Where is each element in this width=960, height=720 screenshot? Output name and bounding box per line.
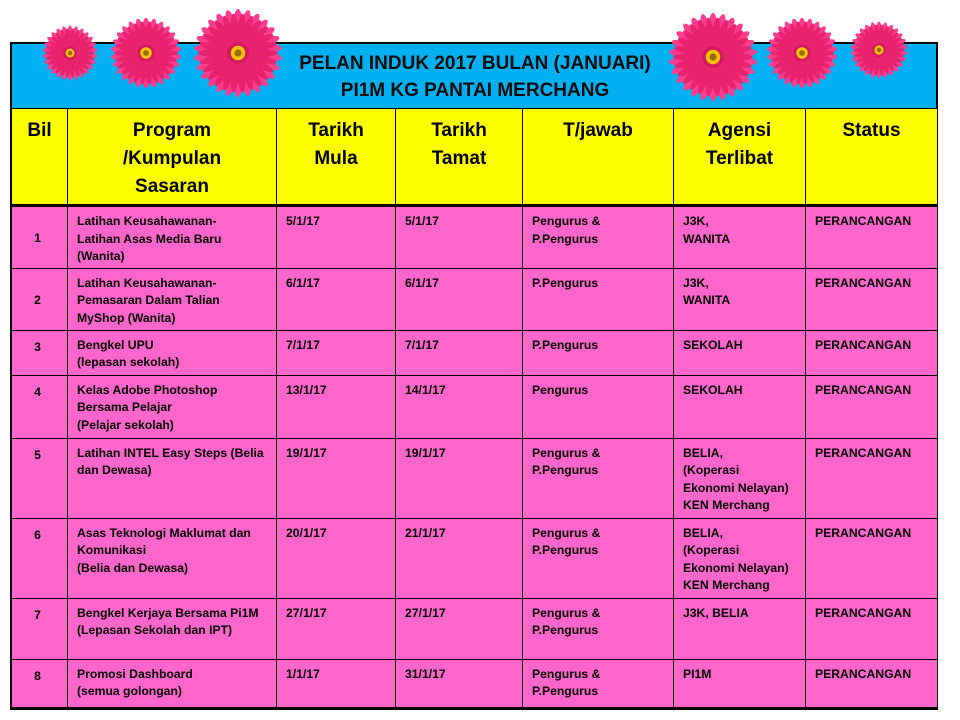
cell-tarikh-tamat: 27/1/17: [396, 598, 523, 659]
cell-tarikh-mula: 20/1/17: [277, 518, 396, 598]
cell-program: Latihan Keusahawanan- Pemasaran Dalam Talian MyShop (Wanita): [68, 268, 277, 330]
cell-status: PERANCANGAN: [806, 438, 938, 518]
cell-tarikh-tamat: 7/1/17: [396, 330, 523, 375]
cell-bil: 3: [12, 330, 68, 375]
cell-agensi: J3K, WANITA: [674, 268, 806, 330]
cell-agensi: PI1M: [674, 659, 806, 707]
cell-tarikh-tamat: 5/1/17: [396, 206, 523, 269]
cell-agensi: J3K, BELIA: [674, 598, 806, 659]
table-row: [12, 518, 938, 598]
table-row: [12, 268, 938, 330]
table-row: [12, 330, 938, 375]
title-line-2: PI1M KG PANTAI MERCHANG: [340, 80, 610, 101]
gerbera-flower-icon: [42, 25, 98, 81]
plan-table: [11, 108, 938, 708]
cell-bil: 5: [12, 438, 68, 518]
cell-program: Latihan INTEL Easy Steps (Belia dan Dewasa): [68, 438, 277, 518]
cell-program: Latihan Keusahawanan- Latihan Asas Media Baru (Wanita): [68, 206, 277, 269]
table-row: [12, 438, 938, 518]
cell-tarikh-mula: 27/1/17: [277, 598, 396, 659]
cell-tarikh-tamat: 19/1/17: [396, 438, 523, 518]
cell-agensi: SEKOLAH: [674, 375, 806, 438]
cell-tjawab: P.Pengurus: [523, 268, 674, 330]
cell-tjawab: Pengurus & P.Pengurus: [523, 659, 674, 707]
cell-tjawab: Pengurus & P.Pengurus: [523, 518, 674, 598]
cell-tjawab: Pengurus & P.Pengurus: [523, 598, 674, 659]
cell-bil: 4: [12, 375, 68, 438]
gerbera-flower-icon: [110, 17, 182, 89]
column-header-bil: Bil: [12, 109, 68, 206]
cell-status: PERANCANGAN: [806, 268, 938, 330]
cell-tarikh-tamat: 14/1/17: [396, 375, 523, 438]
title-line-1: PELAN INDUK 2017 BULAN (JANUARI): [299, 53, 651, 74]
cell-status: PERANCANGAN: [806, 330, 938, 375]
cell-tarikh-tamat: 31/1/17: [396, 659, 523, 707]
cell-tjawab: P.Pengurus: [523, 330, 674, 375]
table-row: [12, 598, 938, 659]
cell-bil: 7: [12, 598, 68, 659]
cell-status: PERANCANGAN: [806, 518, 938, 598]
gerbera-flower-icon: [766, 17, 838, 89]
cell-tarikh-tamat: 6/1/17: [396, 268, 523, 330]
cell-tarikh-mula: 6/1/17: [277, 268, 396, 330]
cell-agensi: BELIA, (Koperasi Ekonomi Nelayan) KEN Merchang: [674, 518, 806, 598]
cell-tjawab: Pengurus & P.Pengurus: [523, 206, 674, 269]
cell-tarikh-tamat: 21/1/17: [396, 518, 523, 598]
cell-tarikh-mula: 19/1/17: [277, 438, 396, 518]
column-header-tjawab: T/jawab: [523, 109, 674, 206]
cell-bil: 8: [12, 659, 68, 707]
cell-tarikh-mula: 5/1/17: [277, 206, 396, 269]
cell-program: Bengkel Kerjaya Bersama Pi1M (Lepasan Sekolah dan IPT): [68, 598, 277, 659]
cell-agensi: J3K, WANITA: [674, 206, 806, 269]
cell-tjawab: Pengurus & P.Pengurus: [523, 438, 674, 518]
cell-bil: 1: [12, 206, 68, 269]
cell-status: PERANCANGAN: [806, 375, 938, 438]
cell-status: PERANCANGAN: [806, 206, 938, 269]
cell-bil: 6: [12, 518, 68, 598]
column-header-status: Status: [806, 109, 938, 206]
gerbera-flower-icon: [850, 21, 908, 79]
column-header-tarikh-mula: Tarikh Mula: [277, 109, 396, 206]
gerbera-flower-icon: [668, 12, 758, 102]
header-row: [12, 109, 938, 206]
cell-status: PERANCANGAN: [806, 598, 938, 659]
cell-tarikh-mula: 7/1/17: [277, 330, 396, 375]
column-header-agensi: Agensi Terlibat: [674, 109, 806, 206]
gerbera-flower-icon: [193, 8, 283, 98]
table-row: [12, 206, 938, 269]
cell-program: Asas Teknologi Maklumat dan Komunikasi (Belia dan Dewasa): [68, 518, 277, 598]
cell-agensi: BELIA, (Koperasi Ekonomi Nelayan) KEN Merchang: [674, 438, 806, 518]
column-header-program: Program /Kumpulan Sasaran: [68, 109, 277, 206]
cell-tarikh-mula: 13/1/17: [277, 375, 396, 438]
cell-status: PERANCANGAN: [806, 659, 938, 707]
cell-bil: 2: [12, 268, 68, 330]
cell-program: Bengkel UPU (lepasan sekolah): [68, 330, 277, 375]
table-row: [12, 659, 938, 707]
cell-tjawab: Pengurus: [523, 375, 674, 438]
table-row: [12, 375, 938, 438]
cell-tarikh-mula: 1/1/17: [277, 659, 396, 707]
column-header-tarikh-tamat: Tarikh Tamat: [396, 109, 523, 206]
cell-agensi: SEKOLAH: [674, 330, 806, 375]
cell-program: Promosi Dashboard (semua golongan): [68, 659, 277, 707]
cell-program: Kelas Adobe Photoshop Bersama Pelajar (Pelajar sekolah): [68, 375, 277, 438]
